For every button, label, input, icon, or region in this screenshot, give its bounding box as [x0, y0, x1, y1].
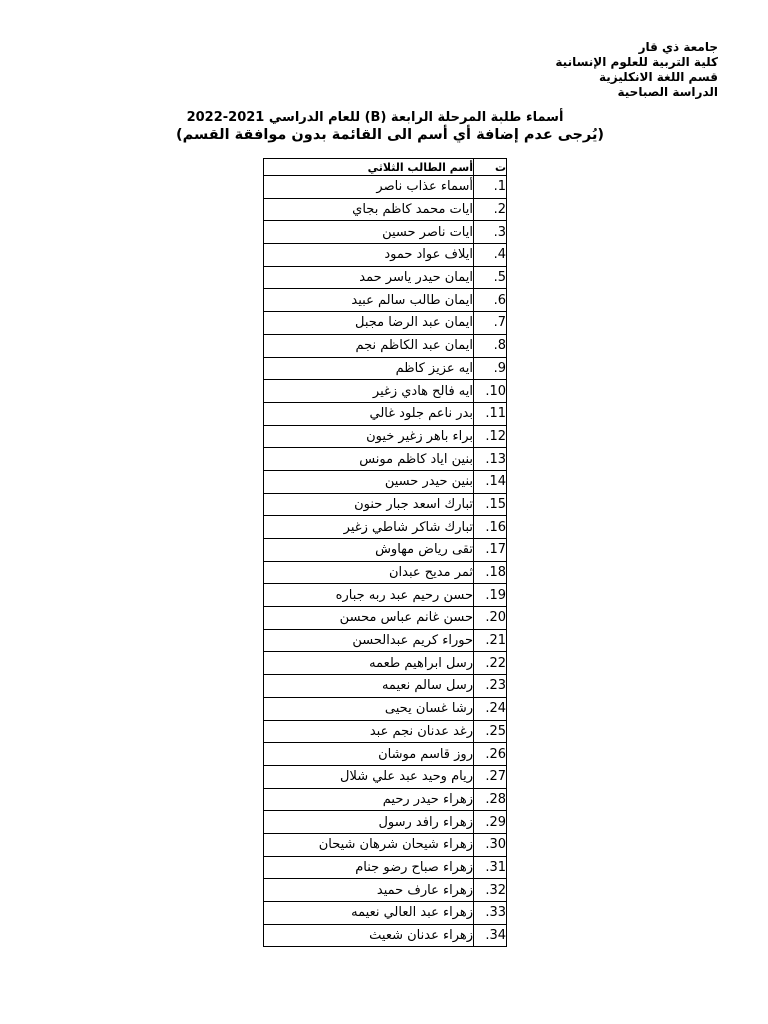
student-name: ريام وحيد عبد علي شلال [264, 765, 474, 788]
row-number: 13. [474, 448, 507, 471]
row-number: 4. [474, 244, 507, 267]
row-number: 2. [474, 198, 507, 221]
student-name: حوراء كريم عبدالحسن [264, 629, 474, 652]
table-row [264, 357, 507, 380]
row-number: 21. [474, 629, 507, 652]
table-row [264, 833, 507, 856]
row-number: 22. [474, 652, 507, 675]
table-row [264, 176, 507, 199]
table-row [264, 425, 507, 448]
row-number: 34. [474, 924, 507, 947]
student-name: زهراء حيدر رحيم [264, 788, 474, 811]
row-number: 23. [474, 675, 507, 698]
student-name: أسماء عذاب ناصر [264, 176, 474, 199]
table-row [264, 244, 507, 267]
table-header-row [264, 159, 507, 176]
table-row [264, 539, 507, 562]
table-row [264, 448, 507, 471]
table-row [264, 198, 507, 221]
student-name: ثمر مديح عبدان [264, 561, 474, 584]
row-number: 9. [474, 357, 507, 380]
table-row [264, 334, 507, 357]
row-number: 28. [474, 788, 507, 811]
student-name: زهراء عبد العالي نعيمه [264, 902, 474, 925]
row-number: 20. [474, 607, 507, 630]
row-number: 12. [474, 425, 507, 448]
university-name: جامعة ذي قار [638, 40, 718, 54]
table-row [264, 561, 507, 584]
document-title: أسماء طلبة المرحلة الرابعة (B) للعام الدراسي 2021-2022 [186, 110, 564, 125]
table-row [264, 266, 507, 289]
student-name: حسن رحيم عبد ربه جباره [264, 584, 474, 607]
row-number: 1. [474, 176, 507, 199]
student-name: براء باهر زغير خيون [264, 425, 474, 448]
table-row [264, 607, 507, 630]
student-name: بدر ناعم جلود غالي [264, 402, 474, 425]
table-row [264, 902, 507, 925]
table-row [264, 652, 507, 675]
row-number: 6. [474, 289, 507, 312]
table-row [264, 811, 507, 834]
row-number: 32. [474, 879, 507, 902]
student-name: ايمان عبد الرضا مجبل [264, 312, 474, 335]
student-name: ايات محمد كاظم بجاي [264, 198, 474, 221]
row-number: 7. [474, 312, 507, 335]
row-number: 17. [474, 539, 507, 562]
student-name: ايمان حيدر ياسر حمد [264, 266, 474, 289]
table-row [264, 743, 507, 766]
student-name: رسل ابراهيم طعمه [264, 652, 474, 675]
student-name: حسن غانم عباس محسن [264, 607, 474, 630]
student-name: زهراء رافد رسول [264, 811, 474, 834]
row-number: 3. [474, 221, 507, 244]
table-row [264, 675, 507, 698]
table-row [264, 924, 507, 947]
row-number: 30. [474, 833, 507, 856]
column-header-number: ت [474, 159, 507, 176]
student-name: بنين حيدر حسين [264, 470, 474, 493]
row-number: 18. [474, 561, 507, 584]
student-name: بنين اياد كاظم مونس [264, 448, 474, 471]
table-row [264, 493, 507, 516]
table-row [264, 856, 507, 879]
student-name: رغد عدنان نجم عبد [264, 720, 474, 743]
student-name: تبارك اسعد جبار حنون [264, 493, 474, 516]
student-name: ايات ناصر حسين [264, 221, 474, 244]
table-row [264, 516, 507, 539]
row-number: 10. [474, 380, 507, 403]
student-name: ايلاف عواد حمود [264, 244, 474, 267]
row-number: 11. [474, 402, 507, 425]
table-row [264, 629, 507, 652]
table-row [264, 697, 507, 720]
table-row [264, 402, 507, 425]
row-number: 27. [474, 765, 507, 788]
student-name: تبارك شاكر شاطي زغير [264, 516, 474, 539]
table-row [264, 221, 507, 244]
table-row [264, 470, 507, 493]
table-row [264, 584, 507, 607]
row-number: 25. [474, 720, 507, 743]
row-number: 31. [474, 856, 507, 879]
row-number: 14. [474, 470, 507, 493]
row-number: 24. [474, 697, 507, 720]
document-header [555, 40, 718, 100]
student-name: ايمان طالب سالم عبيد [264, 289, 474, 312]
study-type: الدراسة الصباحية [617, 85, 718, 99]
department-name: قسم اللغة الانكليزية [599, 70, 718, 84]
column-header-name: أسم الطالب الثلاثي [264, 159, 474, 176]
table-body [264, 176, 507, 947]
document-notice: (يُرجى عدم إضافة أي أسم الى القائمة بدون موافقة القسم) [175, 127, 605, 143]
table-row [264, 788, 507, 811]
row-number: 19. [474, 584, 507, 607]
row-number: 15. [474, 493, 507, 516]
student-list-table [263, 158, 507, 947]
table-row [264, 879, 507, 902]
student-name: زهراء شيحان شرهان شيحان [264, 833, 474, 856]
table-row [264, 312, 507, 335]
row-number: 29. [474, 811, 507, 834]
row-number: 16. [474, 516, 507, 539]
table-row [264, 765, 507, 788]
row-number: 33. [474, 902, 507, 925]
student-name: زهراء عارف حميد [264, 879, 474, 902]
table-row [264, 380, 507, 403]
table-row [264, 720, 507, 743]
row-number: 26. [474, 743, 507, 766]
student-name: ايمان عبد الكاظم نجم [264, 334, 474, 357]
student-name: تقى رياض مهاوش [264, 539, 474, 562]
student-name: رشا غسان يحيى [264, 697, 474, 720]
student-name: ايه فالح هادي زغير [264, 380, 474, 403]
table-row [264, 289, 507, 312]
student-name: روز قاسم موشان [264, 743, 474, 766]
student-name: ايه عزيز كاظم [264, 357, 474, 380]
student-name: زهراء عدنان شعيث [264, 924, 474, 947]
row-number: 5. [474, 266, 507, 289]
student-name: رسل سالم نعيمه [264, 675, 474, 698]
college-name: كلية التربية للعلوم الإنسانية [555, 55, 718, 69]
student-name: زهراء صباح رضو جنام [264, 856, 474, 879]
row-number: 8. [474, 334, 507, 357]
